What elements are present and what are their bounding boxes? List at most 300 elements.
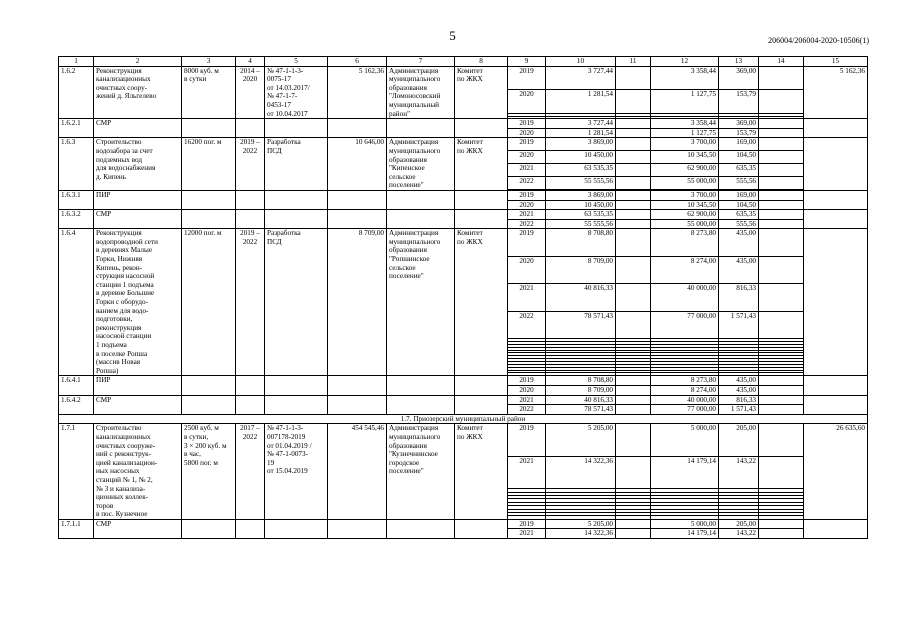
regional-amount-cell: 435,00 [719,229,759,256]
regional-amount-cell: 104,50 [719,200,759,210]
item-name: СМР [94,395,182,414]
empty-cell [616,190,651,200]
period-cell-line: 2022 [242,146,258,155]
documents-cell-line: 0453-17 [267,100,291,109]
table-row [59,229,868,256]
item-name-line: Реконструкция [96,229,142,238]
customer-cell-line: муниципальный [389,100,440,109]
federal-amount-cell: 14 179,14 [651,529,719,539]
customer-cell-line: поселение" [389,181,424,190]
item-name-line: (массив Новая [96,358,141,367]
federal-amount-cell: 77 000,00 [651,311,719,338]
item-name-line: Горки, Нижняя [96,255,143,264]
investment-program-table [58,56,868,539]
documents-cell-line: № 47-1-1-3- [267,66,304,75]
item-code: 1.6.4 [59,229,94,376]
empty-cell [759,376,804,386]
federal-amount-cell: 62 900,00 [651,163,719,176]
year-cell: 2019 [508,376,546,386]
year-cell: 2019 [508,66,546,90]
empty-cell [804,519,868,538]
regional-amount-cell: 1 571,43 [719,405,759,415]
federal-amount-cell: 77 000,00 [651,405,719,415]
period-cell [236,424,265,520]
item-code: 1.6.4.1 [59,376,94,395]
year-cell: 2019 [508,119,546,129]
column-number-header: 10 [546,57,616,67]
federal-amount-cell: 14 179,14 [651,456,719,489]
capacity-cell [182,424,236,520]
capacity-cell [182,66,236,119]
year-cell: 2020 [508,200,546,210]
year-cell: 2020 [508,128,546,138]
year-cell: 2022 [508,311,546,338]
regional-amount-cell: 104,50 [719,151,759,164]
empty-cell [265,119,328,138]
empty-cell [804,210,868,229]
regional-amount-cell: 1 571,43 [719,311,759,338]
year-cell: 2019 [508,424,546,457]
cost-cell: 5 162,36 [328,66,387,119]
period-cell-line: 2014 – [240,66,260,75]
period-cell [236,138,265,191]
documents-cell [265,138,328,191]
agency-cell [455,424,508,520]
page-number: 5 [449,28,456,43]
documents-cell-line: ПСД [267,146,282,155]
empty-cell [616,284,651,311]
total-program-cell [804,229,868,376]
item-name-line: в деревне Большие [96,289,155,298]
document-id: 206004/206004-2020-10506(1) [768,36,869,45]
empty-cell [328,190,387,209]
year-cell: 2021 [508,529,546,539]
item-name: ПИР [94,376,182,395]
empty-cell [804,376,868,395]
item-name [94,424,182,520]
empty-cell [182,395,236,414]
federal-amount-cell: 1 127,75 [651,128,719,138]
regional-amount-cell: 143,22 [719,529,759,539]
column-number-header: 9 [508,57,546,67]
customer-cell [387,66,455,119]
total-amount-cell: 63 535,35 [546,163,616,176]
empty-cell [759,138,804,151]
customer-cell [387,138,455,191]
capacity-cell-line: 8000 куб. м [184,66,219,75]
capacity-cell: 16200 пог. м [182,138,236,191]
table-row [59,119,868,129]
period-cell-line: 2017 – [240,424,260,433]
capacity-cell-line: 5800 пог. м [184,458,218,467]
year-cell: 2020 [508,385,546,395]
column-number-header: 1 [59,57,94,67]
customer-cell [387,424,455,520]
empty-cell [265,190,328,209]
total-amount-cell: 1 281,54 [546,90,616,114]
empty-cell [328,119,387,138]
empty-cell [616,424,651,457]
item-name-line: в поселке Ропша [96,349,148,358]
table-row [59,519,868,529]
total-amount-cell: 3 869,00 [546,138,616,151]
customer-cell-line: поселение" [389,467,424,476]
federal-amount-cell: 1 127,75 [651,90,719,114]
agency-cell [455,229,508,376]
regional-amount-cell: 435,00 [719,256,759,283]
federal-amount-cell: 62 900,00 [651,210,719,220]
table-row [59,424,868,457]
item-name-line: реконструкция [96,323,142,332]
total-program-cell: 5 162,36 [804,66,868,119]
empty-cell [759,210,804,220]
empty-cell [759,119,804,129]
regional-amount-cell: 555,56 [719,176,759,189]
customer-cell-line: образования [389,246,427,255]
total-amount-cell: 10 450,00 [546,151,616,164]
documents-cell-line: 19 [267,458,275,467]
table-row [59,66,868,90]
empty-cell [759,256,804,283]
agency-cell-line: Комитет [457,229,483,238]
customer-cell-line: Администрация [389,138,439,147]
empty-cell [804,119,868,138]
item-code: 1.6.2 [59,66,94,119]
empty-cell [759,519,804,529]
empty-cell [616,163,651,176]
item-name-line: насосной станции [96,332,152,341]
year-cell: 2022 [508,176,546,189]
table-row [59,190,868,200]
empty-cell [455,395,508,414]
empty-cell [616,128,651,138]
item-code: 1.7.1 [59,424,94,520]
empty-cell [616,529,651,539]
federal-amount-cell: 3 358,44 [651,119,719,129]
item-name-line: в деревнях Малые [96,246,153,255]
item-code: 1.6.3 [59,138,94,191]
year-cell: 2022 [508,405,546,415]
agency-cell-line: по ЖКХ [457,75,483,84]
item-name-line: в пос. Кузнечное [96,510,148,519]
federal-amount-cell: 3 700,00 [651,138,719,151]
empty-cell [182,190,236,209]
empty-cell [236,119,265,138]
federal-amount-cell: 3 700,00 [651,190,719,200]
empty-cell [759,163,804,176]
agency-cell-line: Комитет [457,138,483,147]
agency-cell-line: по ЖКХ [457,237,483,246]
year-cell: 2019 [508,229,546,256]
regional-amount-cell: 169,00 [719,190,759,200]
column-number-header: 3 [182,57,236,67]
federal-amount-cell: 8 274,00 [651,256,719,283]
regional-amount-cell: 816,33 [719,395,759,405]
documents-cell-line: от 14.03.2017/ [267,83,310,92]
federal-amount-cell: 10 345,50 [651,151,719,164]
total-amount-cell: 40 816,33 [546,395,616,405]
empty-cell [759,219,804,229]
year-cell: 2019 [508,138,546,151]
regional-amount-cell: 816,33 [719,284,759,311]
empty-cell [616,119,651,129]
empty-cell [616,151,651,164]
period-cell [236,66,265,119]
column-number-header: 5 [265,57,328,67]
item-name-line: для водоснабжения [96,164,156,173]
customer-cell-line: "Кипенское [389,164,425,173]
item-name-line: жений д. Яльгелево [96,92,157,101]
item-name-line: канализационных [96,75,151,84]
customer-cell-line: образования [389,155,427,164]
column-number-header: 8 [455,57,508,67]
documents-cell-line: от 10.04.2017 [267,109,308,118]
total-amount-cell: 3 727,44 [546,119,616,129]
regional-amount-cell: 369,00 [719,119,759,129]
customer-cell-line: муниципального [389,432,441,441]
empty-cell [616,311,651,338]
item-code: 1.6.3.2 [59,210,94,229]
empty-cell [387,119,455,138]
total-amount-cell: 14 322,36 [546,529,616,539]
customer-cell-line: муниципального [389,75,441,84]
documents-cell-line: от 01.04.2019 / [267,441,312,450]
total-amount-cell: 55 555,56 [546,176,616,189]
item-name-line: ных насосных [96,467,140,476]
empty-cell [182,210,236,229]
federal-amount-cell: 55 000,00 [651,219,719,229]
federal-amount-cell: 3 358,44 [651,66,719,90]
documents-cell-line: от 15.04.2019 [267,467,308,476]
regional-amount-cell: 555,56 [719,219,759,229]
section-title: 1.7. Приозерский муниципальный район [59,414,868,424]
federal-amount-cell: 10 345,50 [651,200,719,210]
empty-cell [616,138,651,151]
item-name: СМР [94,119,182,138]
item-code: 1.6.3.1 [59,190,94,209]
table-row [59,395,868,405]
empty-cell [328,210,387,229]
customer-cell-line: сельское [389,263,416,272]
documents-cell-line: 007178-2019 [267,432,306,441]
item-name-line: подземных вод [96,155,143,164]
regional-amount-cell: 169,00 [719,138,759,151]
empty-cell [455,519,508,538]
empty-cell [328,376,387,395]
item-name-line: 1 подъема [96,341,127,349]
item-name-line: Строительство [96,138,142,147]
year-cell: 2021 [508,395,546,405]
empty-cell [759,176,804,189]
year-cell: 2021 [508,284,546,311]
empty-cell [265,210,328,229]
federal-amount-cell: 55 000,00 [651,176,719,189]
column-number-header: 2 [94,57,182,67]
year-cell: 2022 [508,219,546,229]
item-code: 1.7.1.1 [59,519,94,538]
customer-cell-line: район" [389,109,411,118]
total-amount-cell: 5 205,00 [546,519,616,529]
customer-cell-line: Администрация [389,424,439,433]
empty-cell [455,210,508,229]
item-name-line: канализационных [96,432,151,441]
empty-cell [616,210,651,220]
empty-cell [616,376,651,386]
customer-cell-line: муниципального [389,146,441,155]
period-cell-line: 2022 [242,432,258,441]
regional-amount-cell: 369,00 [719,66,759,90]
empty-cell [387,519,455,538]
regional-amount-cell: 635,35 [719,163,759,176]
total-amount-cell: 3 727,44 [546,66,616,90]
agency-cell-line: Комитет [457,424,483,433]
total-amount-cell: 78 571,43 [546,311,616,338]
empty-cell [616,229,651,256]
period-cell-line: 2020 [242,75,258,84]
federal-amount-cell: 40 000,00 [651,395,719,405]
agency-cell [455,138,508,191]
regional-amount-cell: 435,00 [719,385,759,395]
year-cell: 2019 [508,519,546,529]
total-amount-cell: 8 708,80 [546,229,616,256]
year-cell: 2019 [508,190,546,200]
total-amount-cell: 14 322,36 [546,456,616,489]
empty-cell [616,66,651,90]
total-amount-cell: 40 816,33 [546,284,616,311]
year-cell: 2020 [508,256,546,283]
period-cell-line: 2019 – [240,229,260,238]
total-program-cell [804,138,868,191]
year-cell: 2020 [508,90,546,114]
item-name-line: очистных сооруже- [96,441,156,450]
empty-cell [236,210,265,229]
regional-amount-cell: 205,00 [719,519,759,529]
customer-cell-line: образования [389,441,427,450]
item-name-line: водопроводной сети [96,237,158,246]
column-number-header: 7 [387,57,455,67]
item-name: СМР [94,210,182,229]
table-row [59,376,868,386]
total-amount-cell: 8 708,80 [546,376,616,386]
capacity-cell: 12000 пог. м [182,229,236,376]
period-cell-line: 2022 [242,237,258,246]
regional-amount-cell: 635,35 [719,210,759,220]
empty-cell [616,385,651,395]
total-program-cell: 26 635,60 [804,424,868,520]
regional-amount-cell: 205,00 [719,424,759,457]
year-cell: 2021 [508,210,546,220]
empty-cell [387,395,455,414]
total-amount-cell: 3 869,00 [546,190,616,200]
total-amount-cell: 5 205,00 [546,424,616,457]
empty-cell [759,395,804,405]
agency-cell-line: по ЖКХ [457,146,483,155]
total-amount-cell: 78 571,43 [546,405,616,415]
regional-amount-cell: 435,00 [719,376,759,386]
customer-cell-line: поселение" [389,272,424,281]
item-name-line: цией канализацион- [96,458,158,467]
customer-cell-line: сельское [389,172,416,181]
column-number-header: 12 [651,57,719,67]
cost-cell: 8 709,00 [328,229,387,376]
empty-cell [182,376,236,395]
capacity-cell-line: в сутки, [184,432,209,441]
empty-cell [759,151,804,164]
item-name-line: станции 1 подъема [96,280,154,289]
item-name [94,229,182,376]
empty-cell [759,385,804,395]
federal-amount-cell: 5 000,00 [651,519,719,529]
item-name-line: Горки с оборудо- [96,298,148,307]
empty-cell [455,119,508,138]
empty-cell [759,424,804,457]
customer-cell [387,229,455,376]
item-name-line: Ропша) [96,366,119,375]
empty-cell [759,190,804,200]
item-name-line: № 3 и канализа- [96,484,146,493]
customer-cell-line: Администрация [389,229,439,238]
total-amount-cell: 10 450,00 [546,200,616,210]
empty-cell [616,200,651,210]
section-row [59,414,868,424]
empty-cell [387,210,455,229]
year-cell: 2021 [508,456,546,489]
item-name: ПИР [94,190,182,209]
documents-cell [265,229,328,376]
documents-cell-line: № 47-1-0073- [267,450,308,459]
total-amount-cell: 63 535,35 [546,210,616,220]
column-number-header: 13 [719,57,759,67]
item-name-line: Строительство [96,424,142,433]
period-cell-line: 2019 – [240,138,260,147]
total-amount-cell: 8 709,00 [546,256,616,283]
federal-amount-cell: 40 000,00 [651,284,719,311]
item-name-line: д. Кипень [96,172,127,181]
regional-amount-cell: 153,79 [719,90,759,114]
year-cell: 2021 [508,163,546,176]
empty-cell [265,395,328,414]
empty-cell [616,395,651,405]
column-number-header: 6 [328,57,387,67]
capacity-cell-line: 3 × 200 куб. м [184,441,227,450]
item-code: 1.6.4.2 [59,395,94,414]
empty-cell [759,529,804,539]
year-cell: 2020 [508,151,546,164]
item-name: СМР [94,519,182,538]
documents-cell-line: Разработка [267,138,301,147]
customer-cell-line: "Ломоносовский [389,92,441,101]
item-name-line: водозабора за счет [96,146,153,155]
item-name-line: Реконструкция [96,66,142,75]
capacity-cell-line: в час, [184,450,201,459]
table-row [59,138,868,151]
item-name-line: ванием для водо- [96,306,149,315]
cost-cell: 10 646,00 [328,138,387,191]
empty-cell [265,519,328,538]
agency-cell-line: Комитет [457,66,483,75]
customer-cell-line: "Кузнечнинское [389,450,438,459]
empty-cell [616,405,651,415]
total-amount-cell: 1 281,54 [546,128,616,138]
item-name-line: торов [96,501,114,510]
empty-cell [759,284,804,311]
column-number-header: 15 [804,57,868,67]
item-code: 1.6.2.1 [59,119,94,138]
item-name-line: очистных соору- [96,83,148,92]
column-number-header: 4 [236,57,265,67]
item-name [94,138,182,191]
empty-cell [387,190,455,209]
